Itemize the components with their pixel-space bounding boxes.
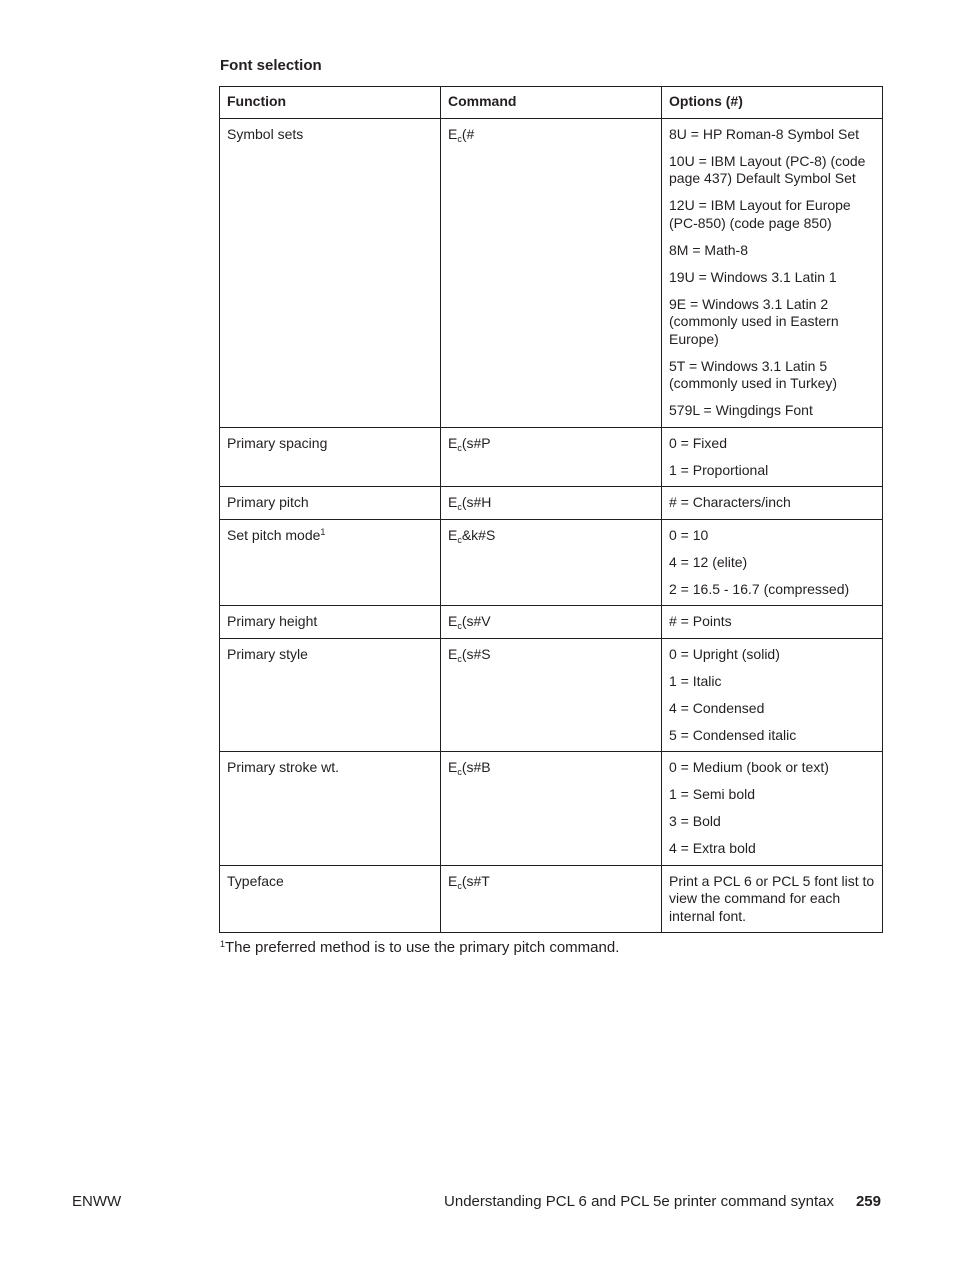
command-sub: c [457,621,462,631]
option-item: Print a PCL 6 or PCL 5 font list to view the command for each internal font. [669,872,875,924]
table-row [220,865,883,933]
table-row [220,118,883,427]
option-item: 1 = Proportional [669,461,769,478]
function-cell [220,118,441,427]
options-cell [662,865,883,933]
command-prefix: E [448,434,458,451]
command-prefix: E [448,645,458,662]
option-item: 1 = Semi bold [669,786,755,802]
footer-right [444,1193,881,1210]
option-item: 579L = Wingdings Font [669,402,813,418]
command-prefix: E [448,494,458,510]
function-label: Primary height [227,613,318,629]
option-item: 3 = Bold [669,813,721,829]
options-cell [662,606,883,639]
table-row [220,638,883,752]
command-rest: (s#T [461,872,490,889]
command-sub: c [457,653,462,664]
command-rest: (s#S [461,645,491,662]
font-selection-table [219,86,883,933]
function-cell [220,427,441,487]
function-cell [220,865,441,933]
footnote-text: The preferred method is to use the primary pitch command. [225,939,620,956]
command-cell [441,752,662,866]
header-command: Command [441,87,662,119]
function-label: Symbol sets [227,125,304,142]
footer-section-title: Understanding PCL 6 and PCL 5e printer command syntax [444,1193,834,1210]
function-label: Set pitch mode [227,526,321,543]
options-cell [662,487,883,520]
command-sub: c [457,442,462,453]
option-item: 19U = Windows 3.1 Latin 1 [669,268,837,285]
footer-left: ENWW [72,1193,122,1210]
options-cell [662,752,883,866]
footnote-ref: 1 [320,526,326,537]
option-item: 4 = Extra bold [669,840,756,856]
command-rest: (s#B [461,759,491,775]
option-item: 0 = Medium (book or text) [669,759,829,775]
command-rest: (# [461,125,475,142]
option-item: 10U = IBM Layout (PC-8) (code page 437) Default Symbol Set [669,152,866,186]
option-item: 8U = HP Roman-8 Symbol Set [669,125,859,142]
function-cell [220,519,441,606]
option-item: 2 = 16.5 - 16.7 (compressed) [669,580,850,597]
function-label: Primary style [227,645,308,662]
command-cell [441,427,662,487]
command-prefix: E [448,759,458,775]
table-row [220,427,883,487]
options-cell [662,118,883,427]
function-cell [220,487,441,520]
option-item: 0 = Upright (solid) [669,645,780,662]
option-item: 9E = Windows 3.1 Latin 2 (commonly used in Eastern Europe) [669,295,839,347]
header-options: Options (#) [662,87,883,119]
command-rest: (s#V [461,613,491,629]
option-item: 4 = 12 (elite) [669,553,748,570]
function-label: Primary spacing [227,434,328,451]
command-prefix: E [448,526,458,543]
table-row [220,519,883,606]
command-prefix: E [448,872,458,889]
command-cell [441,487,662,520]
function-label: Primary stroke wt. [227,759,340,775]
command-sub: c [457,880,462,891]
option-item: 5T = Windows 3.1 Latin 5 (commonly used in Turkey) [669,357,838,391]
command-sub: c [457,767,462,777]
command-cell [441,606,662,639]
function-cell [220,638,441,752]
table-header-row [220,87,883,119]
table-row [220,752,883,866]
options-cell [662,638,883,752]
options-cell [662,519,883,606]
section-title: Font selection [220,57,322,74]
page-number: 259 [855,1193,881,1210]
options-cell [662,427,883,487]
option-item: # = Points [669,613,732,629]
command-cell [441,118,662,427]
command-rest: (s#P [461,434,491,451]
command-sub: c [457,133,462,144]
function-cell [220,606,441,639]
table-row [220,487,883,520]
option-item: 12U = IBM Layout for Europe (PC-850) (code page 850) [669,197,851,231]
function-label: Primary pitch [227,494,309,510]
command-sub: c [457,534,462,545]
function-label: Typeface [227,872,284,889]
option-item: 8M = Math-8 [669,241,748,258]
option-item: # = Characters/inch [669,494,791,510]
function-cell [220,752,441,866]
command-cell [441,865,662,933]
footnote-marker: 1 [220,939,226,949]
command-prefix: E [448,613,458,629]
command-prefix: E [448,125,458,142]
option-item: 1 = Italic [669,672,722,689]
footnote [220,939,619,956]
header-function: Function [220,87,441,119]
option-item: 0 = Fixed [669,434,727,451]
option-item: 0 = 10 [669,526,709,543]
command-sub: c [457,502,462,512]
command-rest: &k#S [461,526,496,543]
command-cell [441,519,662,606]
table-row [220,606,883,639]
option-item: 4 = Condensed [669,699,765,716]
option-item: 5 = Condensed italic [669,726,797,743]
command-cell [441,638,662,752]
command-rest: (s#H [461,494,492,510]
